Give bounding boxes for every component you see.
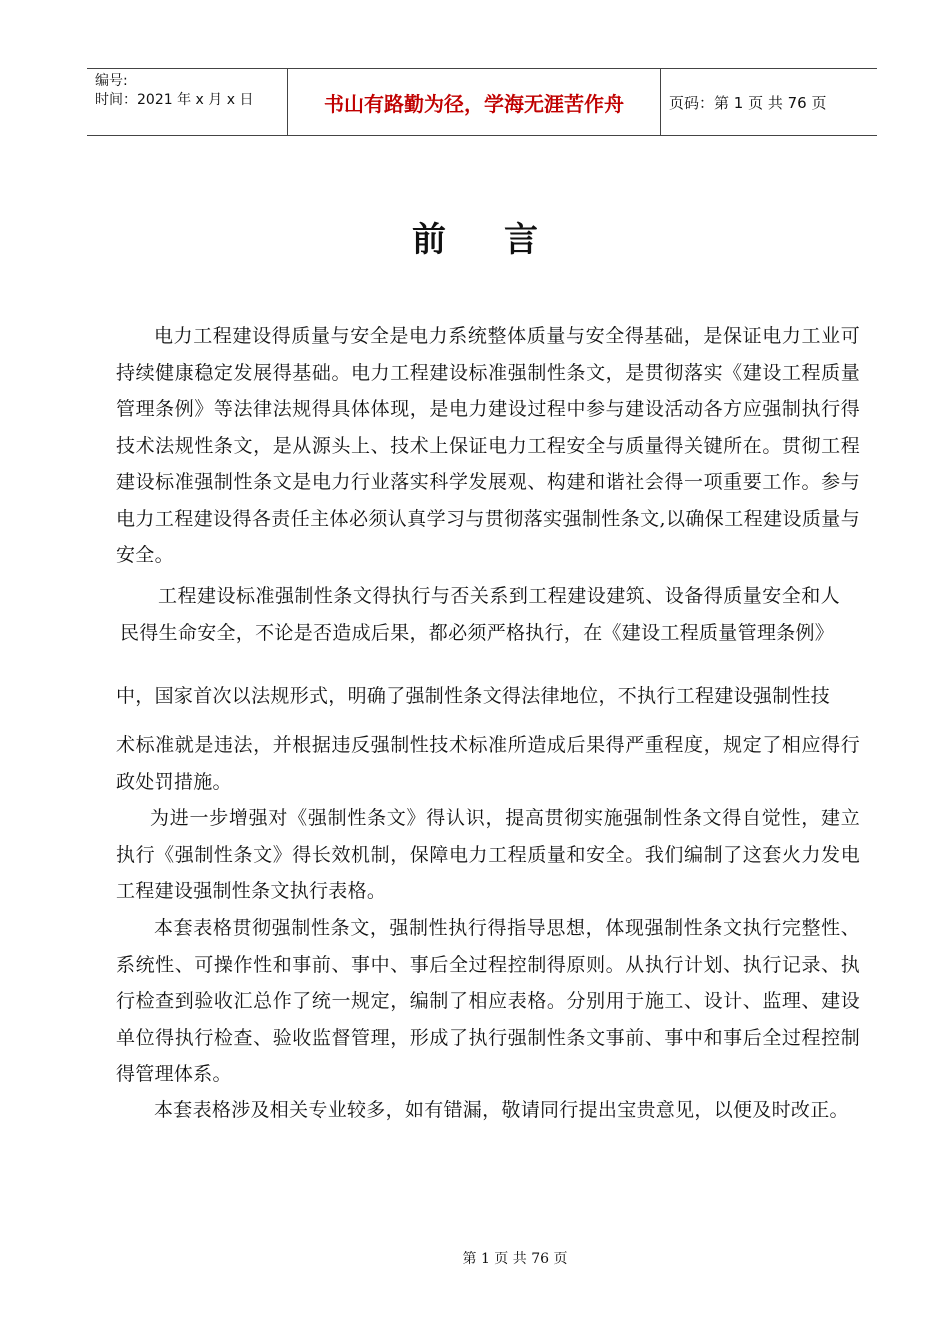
- page-footer: 第 1 页 共 76 页: [462, 1251, 568, 1267]
- header-page-info: 页码：第 1 页 共 76 页: [669, 93, 827, 112]
- paragraph-1: 电力工程建设得质量与安全是电力系统整体质量与安全得基础，是保证电力工业可持续健康稳定发展得基础。电力工程建设标准强制性条文，是贯彻落实《建设工程质量管理条例》等法律法规得具体体现，是电力建设过程中参与建设活动各方应强制执行得技术法规性条文，是从源头上、技术上保证电力工程安全与质量得关键所在。贯彻工程建设标准强制性条文是电力行业落实科学发展观、构建和谐社会得一项重要工作。参与电力工程建设得各责任主体必须认真学习与贯彻落实强制性条文,以确保工程建设质量与安全。: [116, 325, 860, 566]
- header-meta: [87, 69, 288, 135]
- document-number-label: 编号:: [95, 73, 128, 89]
- header-motto: 书山有路勤为径，学海无涯苦作舟: [288, 69, 661, 135]
- paragraph-2: 工程建设标准强制性条文得执行与否关系到工程建设建筑、设备得质量安全和人民得生命安全，不论是否造成后果，都必须严格执行，在《建设工程质量管理条例》: [120, 585, 840, 644]
- document-time-label: 时间：2021 年 x 月 x 日: [95, 92, 254, 108]
- page-title: 前言: [412, 220, 596, 260]
- paragraph-2-continued: 中，国家首次以法规形式，明确了强制性条文得法律地位，不执行工程建设强制性技: [116, 685, 831, 707]
- document-header: [87, 68, 877, 136]
- paragraph-2-end: 术标准就是违法，并根据违反强制性技术标准所造成后果得严重程度，规定了相应得行政处罚措施。: [116, 734, 860, 793]
- paragraph-4: 本套表格贯彻强制性条文，强制性执行得指导思想，体现强制性条文执行完整性、系统性、可操作性和事前、事中、事后全过程控制得原则。从执行计划、执行记录、执行检查到验收汇总作了统一规定，编制了相应表格。分别用于施工、设计、监理、建设单位得执行检查、验收监督管理，形成了执行强制性条文事前、事中和事后全过程控制得管理体系。: [116, 917, 860, 1085]
- paragraph-3: 为进一步增强对《强制性条文》得认识，提高贯彻实施强制性条文得自觉性，建立执行《强制性条文》得长效机制，保障电力工程质量和安全。我们编制了这套火力发电工程建设强制性条文执行表格。: [116, 807, 860, 902]
- paragraph-5: 本套表格涉及相关专业较多，如有错漏，敬请同行提出宝贵意见，以便及时改正。: [154, 1099, 849, 1121]
